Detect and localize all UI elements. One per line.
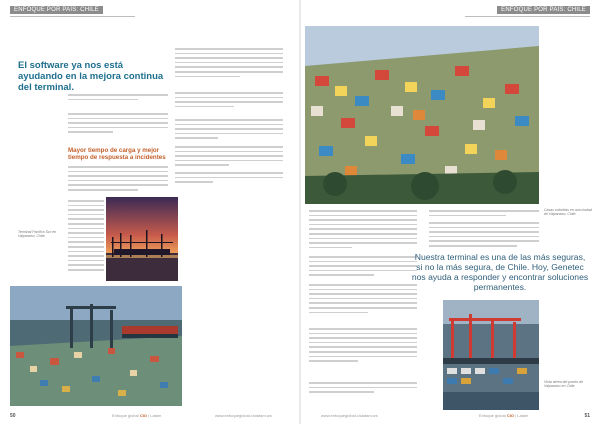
right-col2-paragraph-2 bbox=[429, 222, 539, 250]
sunset-illustration bbox=[106, 197, 178, 281]
section-tag-left: ENFOQUE POR PAÍS: CHILE bbox=[10, 6, 103, 14]
pull-quote: Nuestra terminal es una de las más seguras, si no la más segura, de Chile. Hoy, Genetec nos ayuda a responder y encontrar soluciones permanentes. bbox=[411, 252, 589, 292]
footer-url-left[interactable]: www.enfoqueglobal.ciolatam.ws bbox=[215, 413, 272, 418]
right-page bbox=[301, 0, 600, 424]
paragraph-b bbox=[68, 166, 168, 194]
col2-paragraph-1 bbox=[175, 48, 283, 80]
footer-issue-right: Enfoque global CIO | Latam bbox=[479, 413, 529, 418]
left-page bbox=[0, 0, 299, 424]
port-aerial-photo bbox=[443, 300, 539, 410]
footer-url-right[interactable]: www.enfoqueglobal.ciolatam.ws bbox=[321, 413, 378, 418]
header-rule-right bbox=[465, 16, 590, 17]
footer-issue-left: Enfoque global CIO | Latam bbox=[112, 413, 162, 418]
section-subheading: Mayor tiempo de carga y mejor tiempo de respuesta a incidentes bbox=[68, 147, 166, 161]
right-col2-paragraph-1 bbox=[429, 210, 539, 219]
page-number-left: 50 bbox=[10, 413, 16, 419]
valparaiso-hillside-photo bbox=[10, 286, 182, 406]
right-col1-paragraph-2 bbox=[309, 256, 417, 279]
col2-paragraph-3 bbox=[175, 119, 283, 142]
paragraph-a bbox=[68, 113, 168, 136]
header-rule-left bbox=[10, 16, 135, 17]
port-sunset-photo bbox=[106, 197, 178, 281]
intro-paragraph bbox=[68, 94, 168, 103]
colorful-houses-illustration bbox=[305, 26, 539, 204]
sunset-caption: Terminal Pacífico Sur en Valparaíso, Chile. bbox=[18, 230, 56, 239]
port-caption: Vista aérea del puerto de Valparaíso en Chile. bbox=[544, 380, 584, 389]
right-col1-paragraph-3 bbox=[309, 284, 417, 316]
page-number-right: 51 bbox=[584, 413, 590, 419]
hillside-caption: Casas coloridas en una ciudad de Valparaíso, Chile. bbox=[544, 208, 592, 217]
col2-paragraph-2 bbox=[175, 92, 283, 110]
port-illustration bbox=[443, 300, 539, 410]
section-tag-right: ENFOQUE POR PAÍS: CHILE bbox=[497, 6, 590, 14]
right-col1-paragraph-5 bbox=[309, 382, 417, 396]
article-title: El software ya nos está ayudando en la mejora continua del terminal. bbox=[18, 60, 164, 93]
col2-paragraph-5 bbox=[175, 172, 283, 186]
hillside-illustration bbox=[10, 286, 182, 406]
right-col1-paragraph-4 bbox=[309, 328, 417, 365]
col2-paragraph-4 bbox=[175, 146, 283, 169]
paragraph-b-cont bbox=[68, 200, 104, 274]
colorful-houses-photo bbox=[305, 26, 539, 204]
right-col1-paragraph-1 bbox=[309, 210, 417, 251]
